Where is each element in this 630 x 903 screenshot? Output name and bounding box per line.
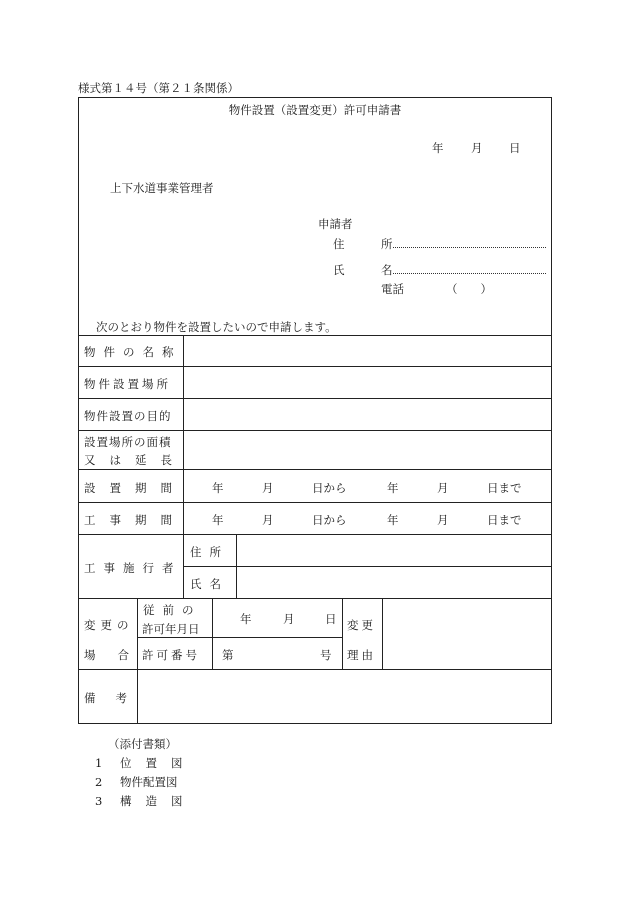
object-name-field[interactable] [184, 336, 551, 366]
attachment-item-label: 構造図 [119, 794, 197, 808]
applicant-address-label-1: 住 [333, 237, 345, 251]
attachment-item-label: 位置図 [119, 756, 197, 770]
attachments-heading: （添付書類） [108, 737, 177, 751]
permit-number-label: 許可番号 [142, 648, 200, 662]
work-from: 日から [312, 513, 347, 527]
work-start-month: 月 [262, 513, 274, 527]
applicant-address-field[interactable] [393, 247, 546, 248]
intro-text: 次のとおり物件を設置したいので申請します。 [96, 320, 337, 334]
install-purpose-field[interactable] [184, 399, 551, 430]
contractor-label: 工事施行者 [84, 561, 182, 575]
form-number: 様式第１４号（第２１条関係） [78, 81, 239, 95]
object-name-label: 物件の名称 [84, 345, 182, 359]
install-until: 日まで [487, 481, 522, 495]
install-end-month: 月 [437, 481, 449, 495]
attachment-item-1 [95, 755, 196, 771]
applicant-phone-label: 電話 [381, 282, 404, 296]
attachment-item-3 [95, 793, 196, 809]
area-label-line2: 又は延長 [84, 453, 186, 467]
attachment-item-number: 2 [95, 775, 103, 789]
install-start-year: 年 [212, 481, 224, 495]
change-reason-label-2: 理由 [347, 648, 376, 662]
install-place-field[interactable] [184, 367, 551, 398]
attachment-item-label: 物件配置図 [119, 775, 178, 789]
applicant-address-label-2: 所 [381, 237, 393, 251]
date-day-label: 日 [509, 141, 521, 155]
change-reason-label-1: 変更 [347, 618, 376, 632]
prior-month: 月 [283, 612, 295, 626]
install-period-label: 設置期間 [84, 481, 186, 495]
prior-day: 日 [325, 612, 337, 626]
prior-date-label-1: 従前の [143, 603, 202, 617]
contractor-address-field[interactable] [237, 535, 551, 566]
area-field[interactable] [184, 431, 551, 469]
applicant-name-label-1: 氏 [333, 263, 345, 277]
work-start-year: 年 [212, 513, 224, 527]
work-period-label: 工事期間 [84, 513, 186, 527]
contractor-name-field[interactable] [237, 567, 551, 598]
date-year-label: 年 [432, 141, 444, 155]
work-end-month: 月 [437, 513, 449, 527]
prior-year: 年 [240, 612, 252, 626]
addressee: 上下水道事業管理者 [110, 181, 214, 195]
form-title: 物件設置（設置変更）許可申請書 [228, 103, 402, 117]
install-purpose-label: 物件設置の目的 [84, 409, 172, 423]
remarks-field[interactable] [138, 670, 551, 723]
prior-date-label-2: 許可年月日 [142, 622, 200, 636]
date-month-label: 月 [471, 141, 483, 155]
applicant-phone-field[interactable]: （ ） [446, 282, 492, 296]
applicant-name-field[interactable] [393, 273, 546, 274]
install-from: 日から [312, 481, 347, 495]
applicant-heading: 申請者 [318, 217, 353, 231]
attachment-item-2 [95, 774, 177, 790]
work-end-year: 年 [387, 513, 399, 527]
install-end-year: 年 [387, 481, 399, 495]
attachment-item-number: 1 [95, 756, 103, 770]
install-place-label: 物件設置場所 [84, 377, 171, 391]
applicant-name-label-2: 名 [381, 263, 393, 277]
permit-number-prefix: 第 [222, 648, 234, 662]
work-until: 日まで [487, 513, 522, 527]
change-case-label-2 [84, 647, 151, 663]
contractor-name-label: 氏名 [190, 577, 229, 591]
area-label-line1: 設置場所の面積 [84, 435, 172, 449]
permit-number-suffix: 号 [320, 648, 332, 662]
change-reason-field[interactable] [383, 599, 551, 669]
contractor-address-label: 住所 [190, 545, 229, 559]
remarks-label: 備考 [84, 691, 147, 705]
change-case-label-1: 変更の [84, 618, 134, 632]
attachment-item-number: 3 [95, 794, 103, 808]
change-case-label-2-text: 場合 [84, 648, 151, 662]
install-start-month: 月 [262, 481, 274, 495]
